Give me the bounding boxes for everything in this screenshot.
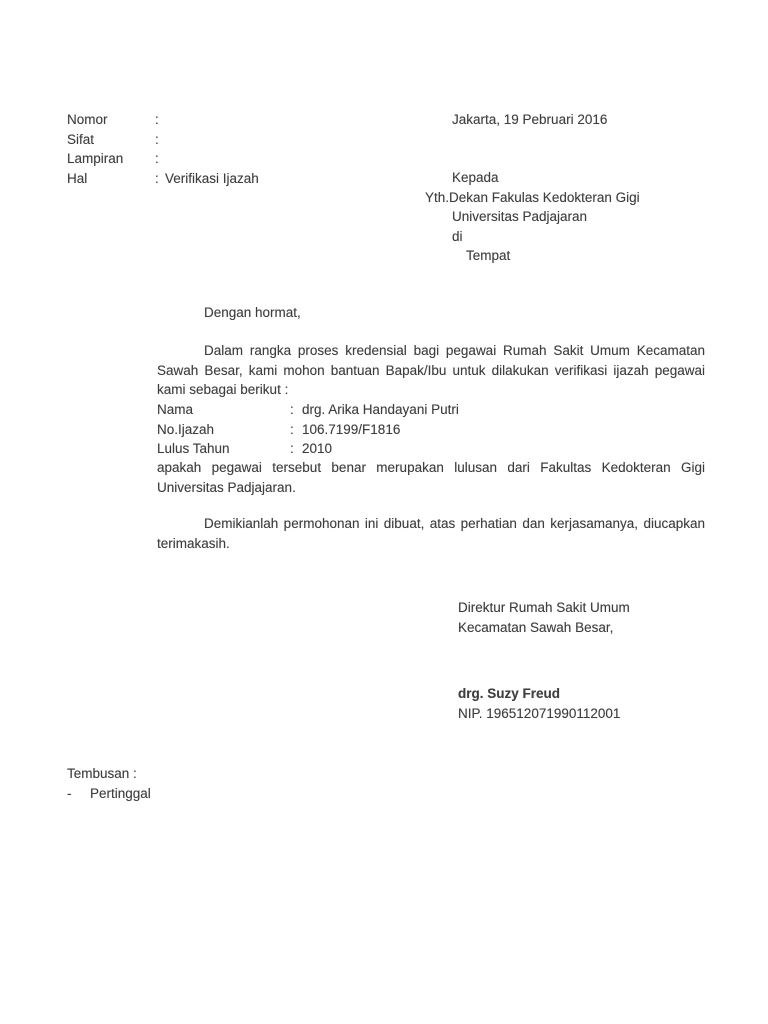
signature-title-line1: Direktur Rumah Sakit Umum bbox=[458, 600, 630, 615]
employee-details-block bbox=[157, 400, 459, 459]
salutation: Dengan hormat, bbox=[204, 305, 301, 320]
tembusan-item-text: Pertinggal bbox=[90, 786, 151, 801]
detail-separator: : bbox=[290, 421, 294, 437]
meta-value-hal: Verifikasi Ijazah bbox=[165, 170, 259, 186]
meta-label-lampiran: Lampiran bbox=[67, 151, 124, 166]
recipient-block bbox=[425, 168, 640, 266]
detail-separator: : bbox=[290, 441, 294, 456]
signature-nip: NIP. 196512071990112001 bbox=[458, 705, 621, 721]
detail-value-lulus-tahun: 2010 bbox=[302, 441, 333, 456]
tembusan-label: Tembusan : bbox=[67, 766, 137, 781]
meta-separator: : bbox=[155, 170, 159, 186]
detail-label-no-ijazah: No.Ijazah bbox=[157, 421, 215, 437]
detail-row-no-ijazah bbox=[157, 420, 459, 440]
signature-name-block bbox=[458, 684, 620, 723]
letter-date: Jakarta, 19 Pebruari 2016 bbox=[452, 112, 608, 127]
meta-label-sifat: Sifat bbox=[67, 131, 95, 147]
paragraph-opening: Dalam rangka proses kredensial bagi pegawai Rumah Sakit Umum Kecamatan Sawah Besar, kami mohon bantuan Bapak/Ibu untuk dilakukan verifikasi ijazah pegawai kami sebagai berikut : bbox=[157, 343, 705, 397]
meta-row-lampiran bbox=[67, 149, 259, 169]
detail-row-lulus-tahun bbox=[157, 439, 459, 459]
signature-title-line2: Kecamatan Sawah Besar, bbox=[458, 619, 614, 635]
recipient-line-di: di bbox=[452, 228, 463, 244]
meta-separator: : bbox=[155, 131, 159, 147]
meta-separator: : bbox=[155, 112, 159, 127]
detail-value-nama: drg. Arika Handayani Putri bbox=[302, 402, 459, 417]
detail-label-lulus-tahun: Lulus Tahun bbox=[157, 441, 230, 456]
paragraph-question: apakah pegawai tersebut benar merupakan lulusan dari Fakultas Kedokteran Gigi Universitas Padjajaran. bbox=[157, 460, 705, 495]
meta-label-nomor: Nomor bbox=[67, 112, 108, 127]
recipient-line-university: Universitas Padjajaran bbox=[452, 209, 588, 224]
meta-row-hal bbox=[67, 169, 259, 189]
detail-separator: : bbox=[290, 402, 294, 417]
recipient-line-yth: Yth.Dekan Fakulas Kedokteran Gigi bbox=[425, 189, 640, 205]
detail-label-nama: Nama bbox=[157, 402, 194, 417]
tembusan-item bbox=[67, 784, 151, 804]
detail-value-no-ijazah: 106.7199/F1816 bbox=[302, 421, 401, 437]
recipient-line-tempat: Tempat bbox=[466, 248, 511, 263]
meta-row-sifat bbox=[67, 130, 259, 150]
signature-name: drg. Suzy Freud bbox=[458, 686, 561, 701]
recipient-intro: Kepada bbox=[452, 170, 499, 185]
meta-separator: : bbox=[155, 151, 159, 166]
signature-title-block bbox=[458, 598, 630, 637]
paragraph-closing: Demikianlah permohonan ini dibuat, atas perhatian dan kerjasamanya, diucapkan terimakasih. bbox=[157, 516, 705, 551]
tembusan-item-dash: - bbox=[67, 786, 72, 801]
letter-meta-block bbox=[67, 110, 259, 188]
meta-label-hal: Hal bbox=[67, 170, 88, 186]
detail-row-nama bbox=[157, 400, 459, 420]
meta-row-nomor bbox=[67, 110, 259, 130]
